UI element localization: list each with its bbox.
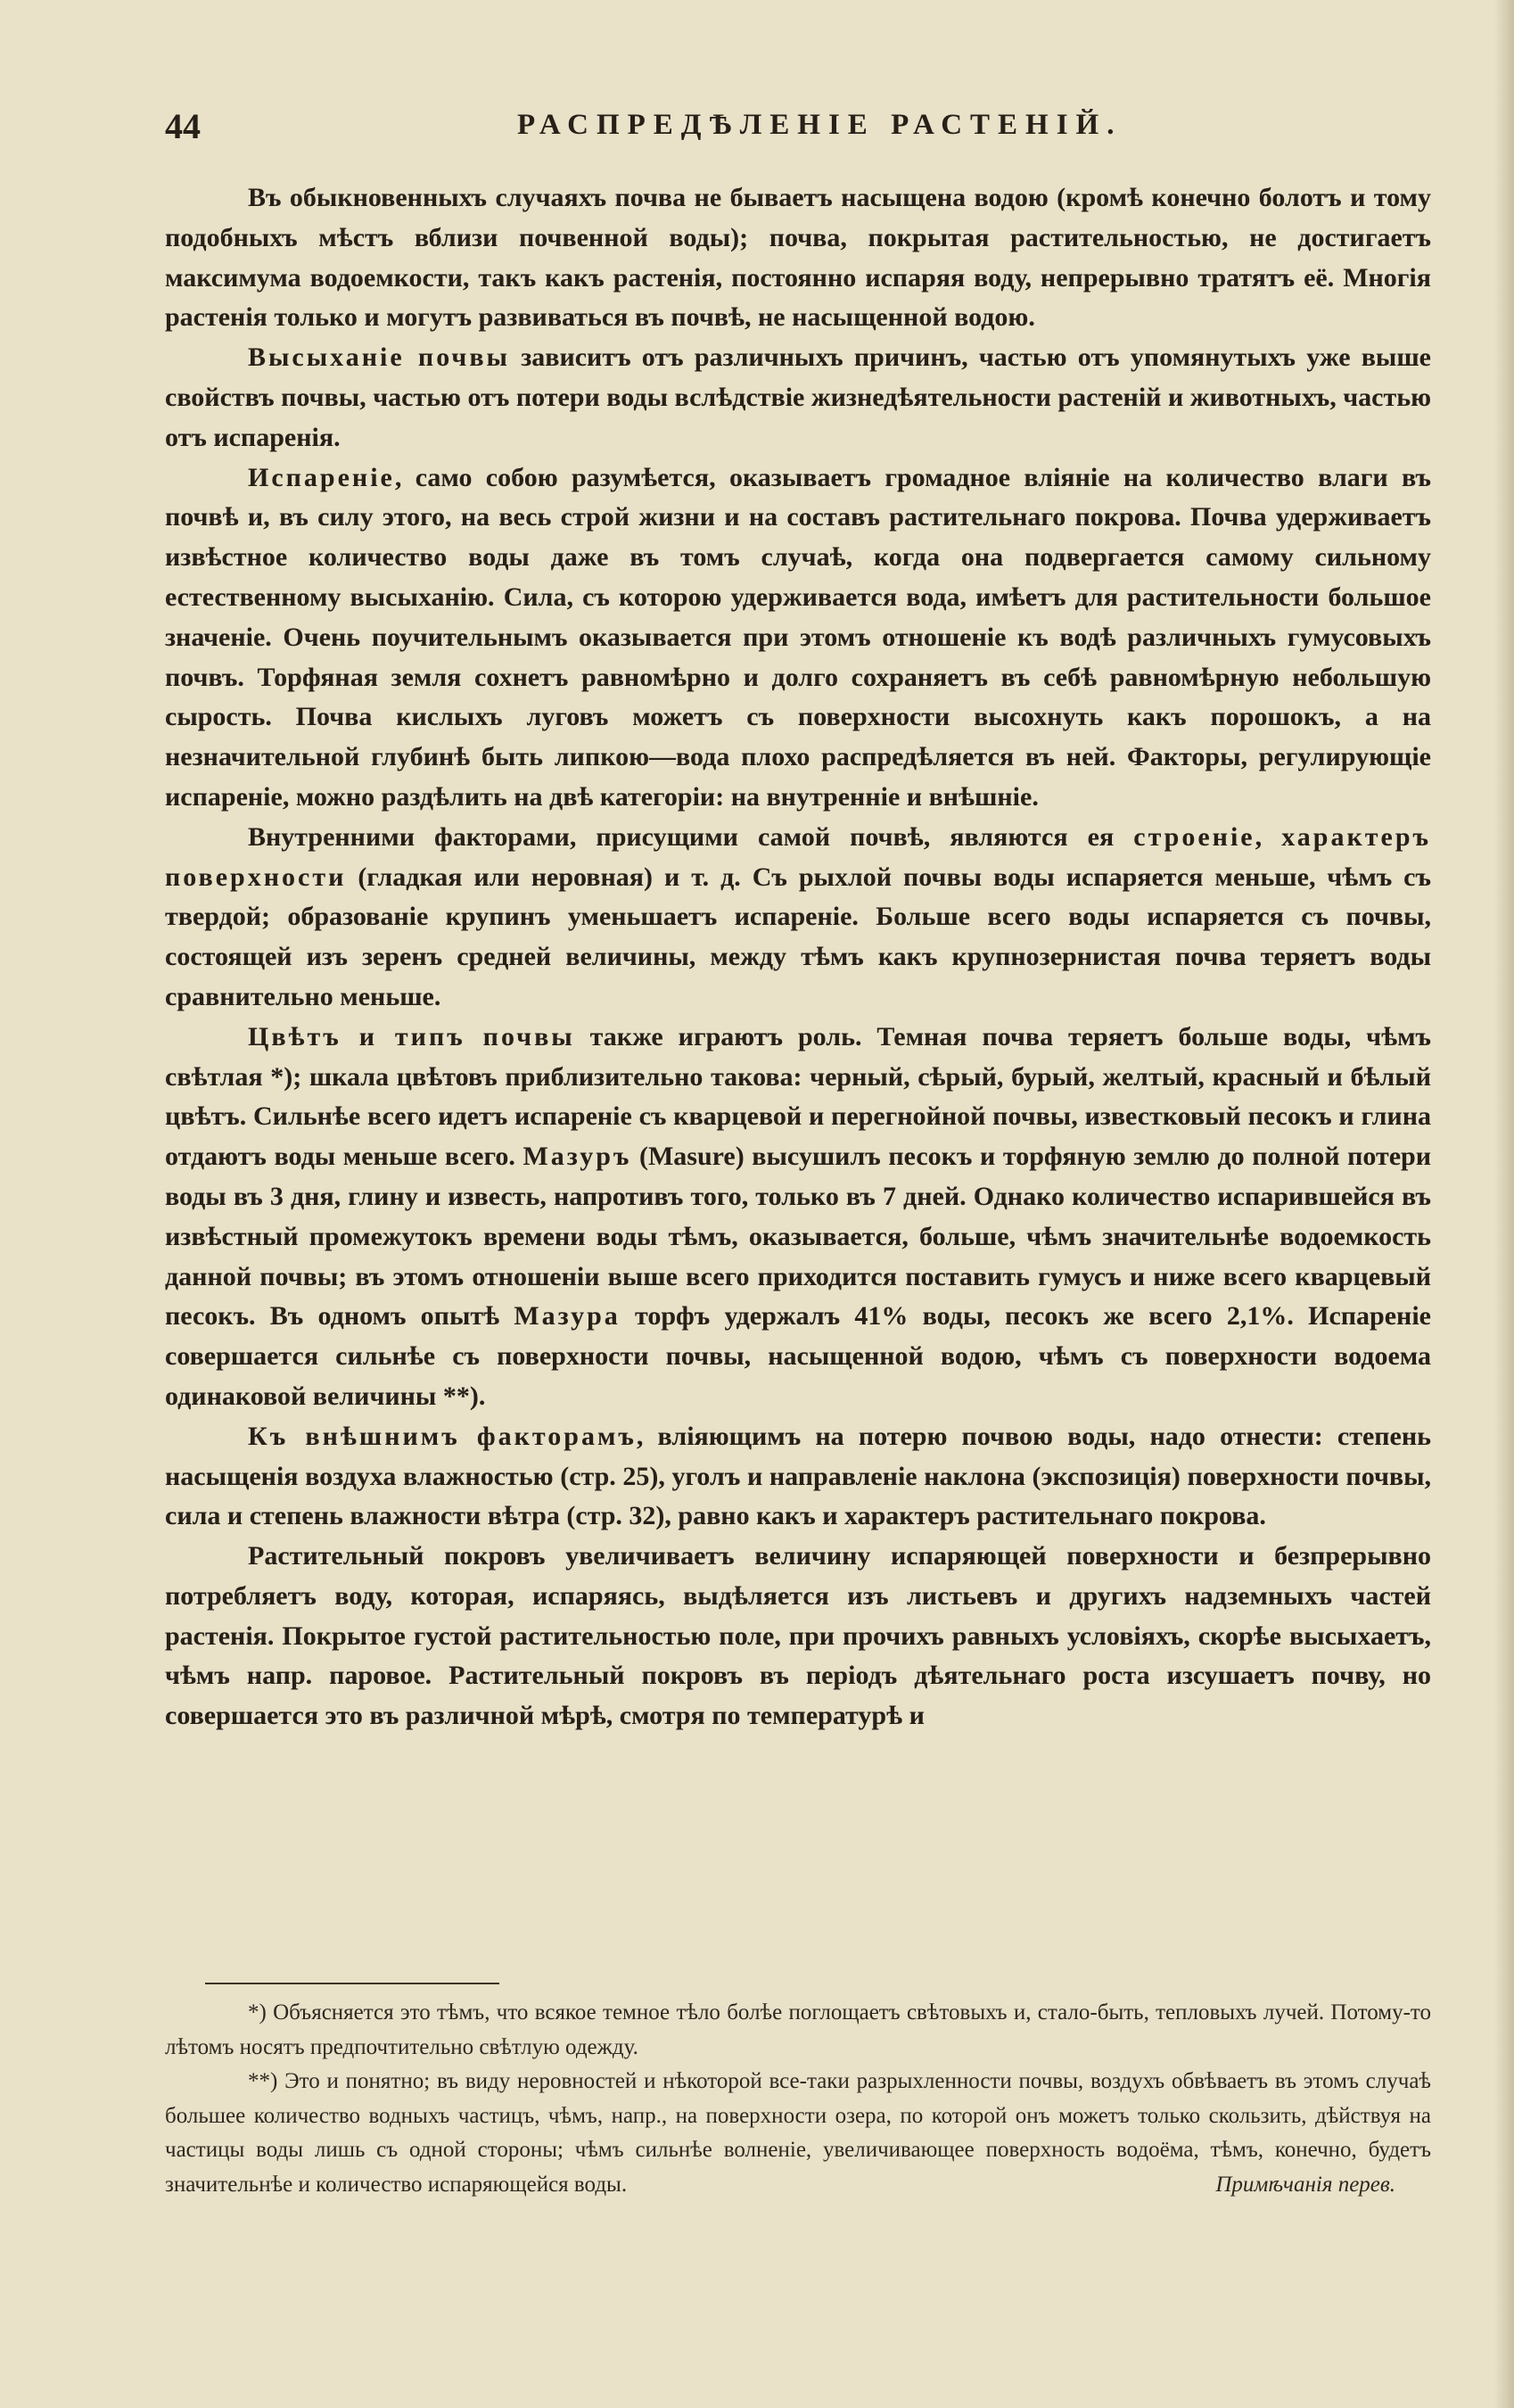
paragraph: Къ внѣшнимъ факторамъ, вліяющимъ на потерю почвою воды, надо отнести: степень насыщенія воздуха влажностью (стр. 25), уголъ и направленіе наклона (экспозиція) поверхности почвы, сила и степень влажности вѣтра (стр. 32), равно какъ и характеръ растительнаго покрова. (165, 1421, 1432, 1531)
page-header (165, 105, 1431, 159)
spaced-term: Мазура (514, 1301, 621, 1332)
paragraph: Въ обыкновенныхъ случаяхъ почва не бываетъ насыщена водою (кромѣ конечно болотъ и тому подобныхъ мѣстъ вблизи почвенной воды); почва, покрытая растительностью, не достигаетъ максимума водоемкости, такъ какъ растенія, постоянно испаряя воду, непрерывно тратятъ её. Многія растенія только и могутъ развиваться въ почвѣ, не насыщенной водою. (165, 183, 1431, 333)
translator-note-signature: Примѣчанія перев. (1215, 2172, 1395, 2197)
running-title: РАСПРЕДѢЛЕНІЕ РАСТЕНІЙ. (517, 109, 1123, 141)
footnote: **) Это и понятно; въ виду неровностей и нѣкоторой все-таки разрыхленности почвы, воздухъ обвѣваетъ въ этомъ случаѣ большее количество водныхъ частицъ, чѣмъ, напр., на поверхности озера, по которой онъ можетъ только скользить, дѣйствуя на частицы воды лишь съ одной стороны; чѣмъ сильнѣе волненіе, увеличивающее поверхность водоёма, тѣмъ, конечно, будетъ значительнѣе и количество испаряющейся воды. Примѣчанія перев. (165, 2065, 1431, 2202)
spaced-term: строеніе (1133, 821, 1255, 852)
spaced-term: Мазуръ (522, 1142, 632, 1172)
spaced-term: Цвѣтъ и типъ почвы (248, 1021, 575, 1051)
spaced-term: характеръ поверхности (165, 821, 1431, 892)
paragraph: Растительный покровъ увеличиваетъ величину испаряющей поверхности и безпрерывно потребляетъ воду, которая, испаряясь, выдѣляется изъ листьевъ и другихъ надземныхъ частей растенія. Покрытое густой растительностью поле, при прочихъ равныхъ условіяхъ, скорѣе высыхаетъ, чѣмъ напр. паровое. Растительный покровъ въ періодъ дѣятельнаго роста изсушаетъ почву, но совершается это въ различной мѣрѣ, смотря по температурѣ и (165, 1541, 1431, 1731)
page-number: 44 (165, 106, 201, 146)
paragraph: Внутренними факторами, присущими самой почвѣ, являются ея строеніе, характеръ поверхности (гладкая или неровная) и т. д. Съ рыхлой почвы воды испаряется меньше, чѣмъ съ твердой; образованіе крупинъ уменьшаетъ испареніе. Больше всего воды испаряется съ почвы, состоящей изъ зеренъ средней величины, между тѣмъ какъ крупнозернистая почва теряетъ воды сравнительно меньше. (165, 821, 1431, 1011)
body-text (165, 178, 1431, 1736)
footnote: *) Объясняется это тѣмъ, что всякое темное тѣло болѣе поглощаетъ свѣтовыхъ и, стало-быть, тепловыхъ лучей. Потому-то лѣтомъ носятъ предпочтительно свѣтлую одежду. (165, 2000, 1431, 2059)
spaced-term: Испареніе (248, 462, 395, 492)
spaced-term: Высыханіе почвы (248, 342, 510, 373)
paragraph: Цвѣтъ и типъ почвы также играютъ роль. Темная почва теряетъ больше воды, чѣмъ свѣтлая *); шкала цвѣтовъ приблизительно такова: черный, сѣрый, бурый, желтый, красный и бѣлый цвѣтъ. Сильнѣе всего идетъ испареніе съ кварцевой и перегнойной почвы, известковый песокъ и глина отдаютъ воды меньше всего. Мазуръ (Masure) высушилъ песокъ и торфяную землю до полной потери воды въ 3 дня, глину и известь, напротивъ того, только въ 7 дней. Однако количество испарившейся въ извѣстный промежутокъ времени воды тѣмъ, оказывается, больше, чѣмъ значительнѣе водоемкость данной почвы; въ этомъ отношеніи выше всего приходится поставить гумусъ и ниже всего кварцевый песокъ. Въ одномъ опытѣ Мазура торфъ удержалъ 41% воды, песокъ же всего 2,1%. Испареніе совершается сильнѣе съ поверхности почвы, насыщенной водою, чѣмъ съ поверхности водоема одинаковой величины **). (165, 1021, 1431, 1411)
spaced-term: Къ внѣшнимъ факторамъ (248, 1421, 637, 1451)
paragraph: Высыханіе почвы зависитъ отъ различныхъ причинъ, частью отъ упомянутыхъ уже выше свойствъ почвы, частью отъ потери воды вслѣдствіе жизнедѣятельности растеній и животныхъ, частью отъ испаренія. (165, 342, 1431, 452)
page-edge-shadow (1494, 0, 1514, 2408)
paragraph: Испареніе, само собою разумѣется, оказываетъ громадное вліяніе на количество влаги въ почвѣ и, въ силу этого, на весь строй жизни и на составъ растительнаго покрова. Почва удерживаетъ извѣстное количество воды даже въ томъ случаѣ, когда она подвергается самому сильному естественному высыханію. Сила, съ которою удерживается вода, имѣетъ для растительности большое значеніе. Очень поучительнымъ оказывается при этомъ отношеніе къ водѣ различныхъ гумусовыхъ почвъ. Торфяная земля сохнетъ равномѣрно и долго сохраняетъ въ себѣ равномѣрную небольшую сырость. Почва кислыхъ луговъ можетъ съ поверхности высохнуть какъ порошокъ, а на незначительной глубинѣ быть липкою—вода плохо распредѣляется въ ней. Факторы, регулирующіе испареніе, можно раздѣлить на двѣ категоріи: на внутренніе и внѣшніе. (165, 462, 1431, 812)
footnote-divider (205, 1983, 499, 1984)
footnotes (165, 1996, 1431, 2202)
